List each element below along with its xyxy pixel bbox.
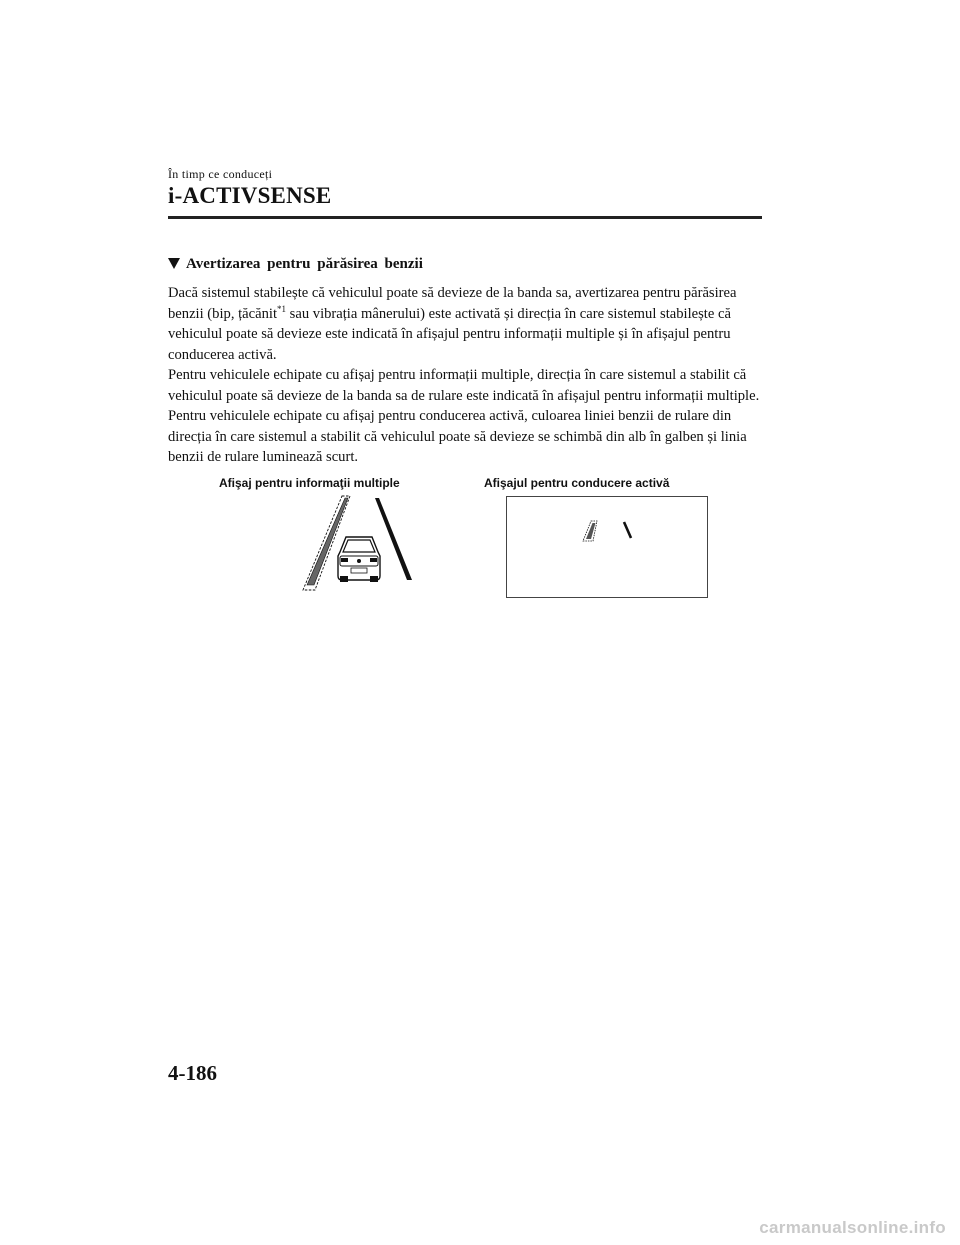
- chapter-title: i-ACTIVSENSE: [168, 183, 332, 208]
- header-divider: [168, 216, 762, 219]
- body-text: [168, 283, 768, 468]
- paragraph-2: Pentru vehiculele echipate cu afișaj pentru informații multiple, direcția în care sistemul a stabilit că vehiculul poate să devieze de la banda sa de rulare este indicată în afișajul pentru informații multiple.: [168, 367, 760, 404]
- figure-caption-active-driving: Afişajul pentru conducere activă: [484, 476, 670, 490]
- paragraph-1-start: Dacă sistemul stabilește că vehiculul poate să devieze de la banda sa, avertizarea pentru părăsirea benzii (bip, țăcănit: [168, 285, 737, 322]
- paragraph-1: [168, 283, 768, 365]
- breadcrumb: În timp ce conduceți: [168, 167, 273, 181]
- page-number: 4-186: [168, 1061, 217, 1085]
- triangle-down-icon: [168, 258, 180, 269]
- multi-info-display-illustration: [300, 492, 420, 592]
- lane-line-right: [624, 522, 631, 538]
- car-rear-icon: [338, 537, 380, 582]
- section-heading: [168, 256, 423, 273]
- active-driving-display-illustration: [506, 496, 708, 598]
- footnote-marker: *1: [277, 303, 287, 314]
- watermark: carmanualsonline.info: [759, 1218, 946, 1237]
- figure-caption-multi-info: Afişaj pentru informaţii multiple: [219, 476, 400, 490]
- section-heading-text: Avertizarea pentru părăsirea benzii: [186, 256, 423, 272]
- paragraph-1-end: sau vibrația mânerului) este activată și direcția în care sistemul stabilește că vehiculul poate să devieze este indicată în afișajul pentru informații multiple și în afișajul pentru conducerea activă.: [168, 305, 731, 363]
- paragraph-3: Pentru vehiculele echipate cu afișaj pentru conducerea activă, culoarea liniei benzii de rulare din direcția în care sistemul a stabilit că vehiculul poate să devieze se schimbă din alb în galben și linia benzii de rulare luminează scurt.: [168, 408, 747, 465]
